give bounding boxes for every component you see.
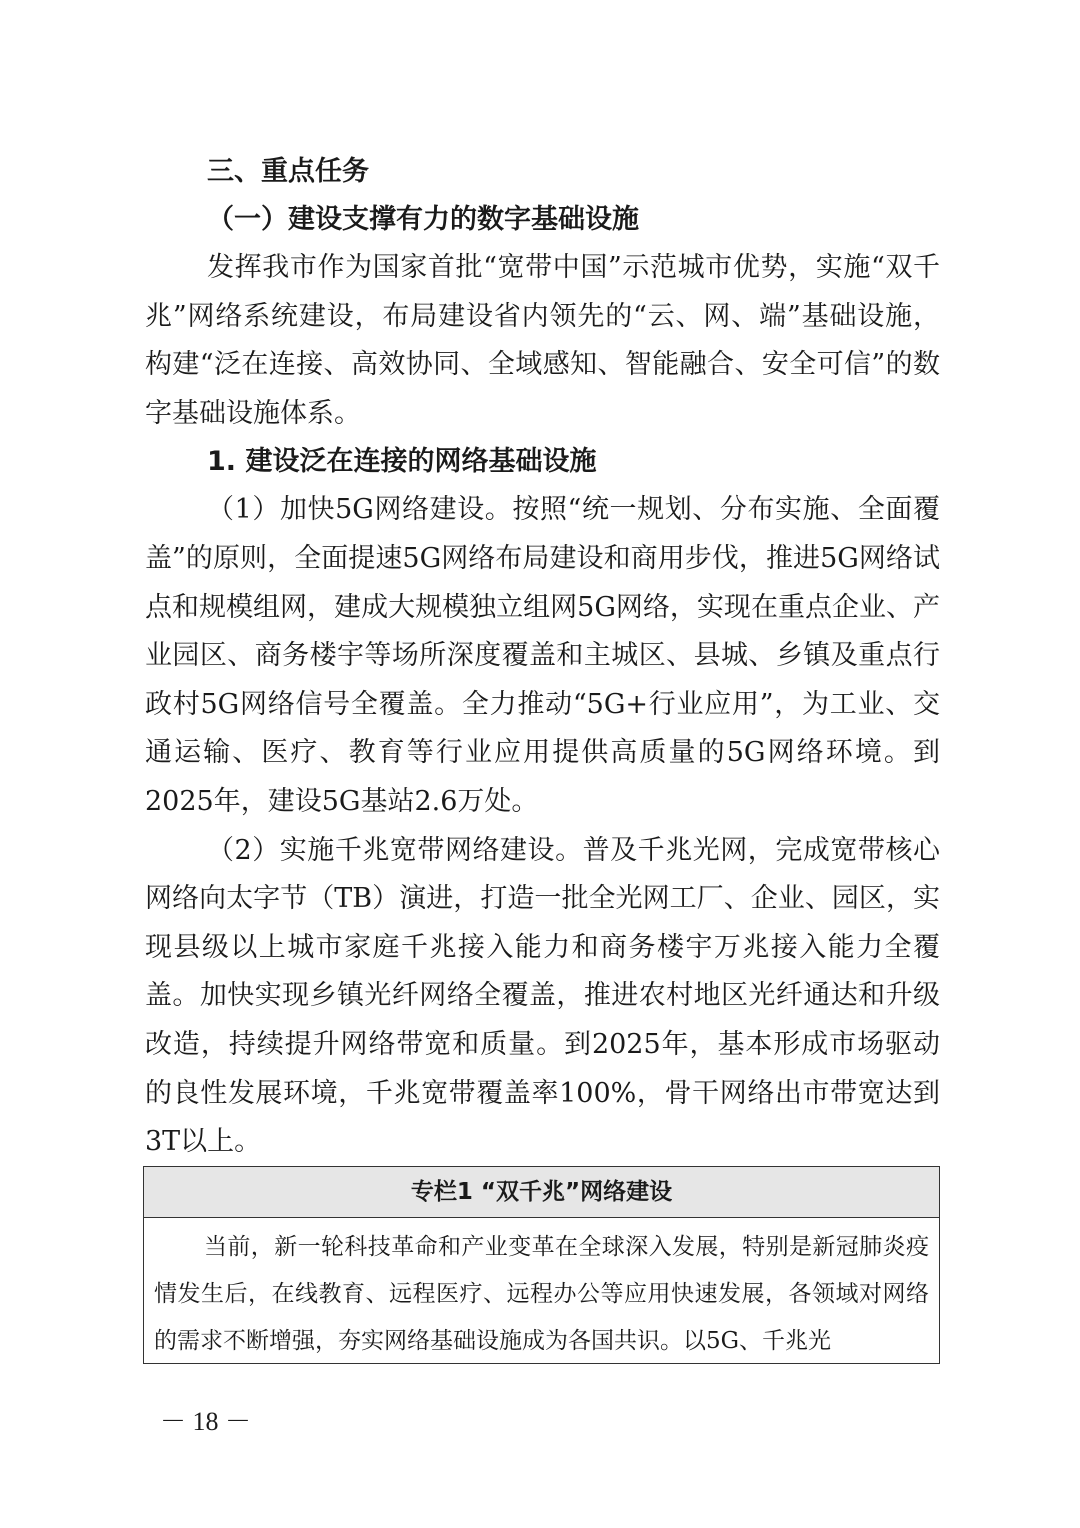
column-box-title: 专栏1 “双千兆”网络建设	[144, 1167, 939, 1218]
column-box	[143, 1166, 940, 1364]
section-heading: 三、重点任务	[207, 156, 369, 187]
paragraph-5g: （1）加快5G网络建设。按照“统一规划、分布实施、全面覆盖”的原则，全面提速5G网络布局建设和商用步伐，推进5G网络试点和规模组网，建成大规模独立组网5G网络，实现在重点企业、产业园区、商务楼宇等场所深度覆盖和主城区、县城、乡镇及重点行政村5G网络信号全覆盖。全力推动“5G+行业应用”，为工业、交通运输、医疗、教育等行业应用提供高质量的5G网络环境。到2025年，建设5G基站2.6万处。	[145, 494, 940, 817]
column-box-body: 当前，新一轮科技革命和产业变革在全球深入发展，特别是新冠肺炎疫情发生后，在线教育、远程医疗、远程办公等应用快速发展，各领域对网络的需求不断增强，夯实网络基础设施成为各国共识。以5G、千兆光	[154, 1234, 929, 1354]
page-number: － 18 －	[160, 1407, 252, 1436]
item-heading: 1. 建设泛在连接的网络基础设施	[207, 446, 597, 478]
page-content	[145, 148, 940, 1167]
intro-paragraph: 发挥我市作为国家首批“宽带中国”示范城市优势，实施“双千兆”网络系统建设，布局建设省内领先的“云、网、端”基础设施，构建“泛在连接、高效协同、全域感知、智能融合、安全可信”的数字基础设施体系。	[145, 252, 940, 429]
subsection-heading: （一）建设支撑有力的数字基础设施	[207, 204, 639, 235]
paragraph-gigabit: （2）实施千兆宽带网络建设。普及千兆光网，完成宽带核心网络向太字节（TB）演进，打造一批全光网工厂、企业、园区，实现县级以上城市家庭千兆接入能力和商务楼宇万兆接入能力全覆盖。加快实现乡镇光纤网络全覆盖，推进农村地区光纤通达和升级改造，持续提升网络带宽和质量。到2025年，基本形成市场驱动的良性发展环境，千兆宽带覆盖率100%，骨干网络出市带宽达到3T以上。	[145, 834, 940, 1158]
